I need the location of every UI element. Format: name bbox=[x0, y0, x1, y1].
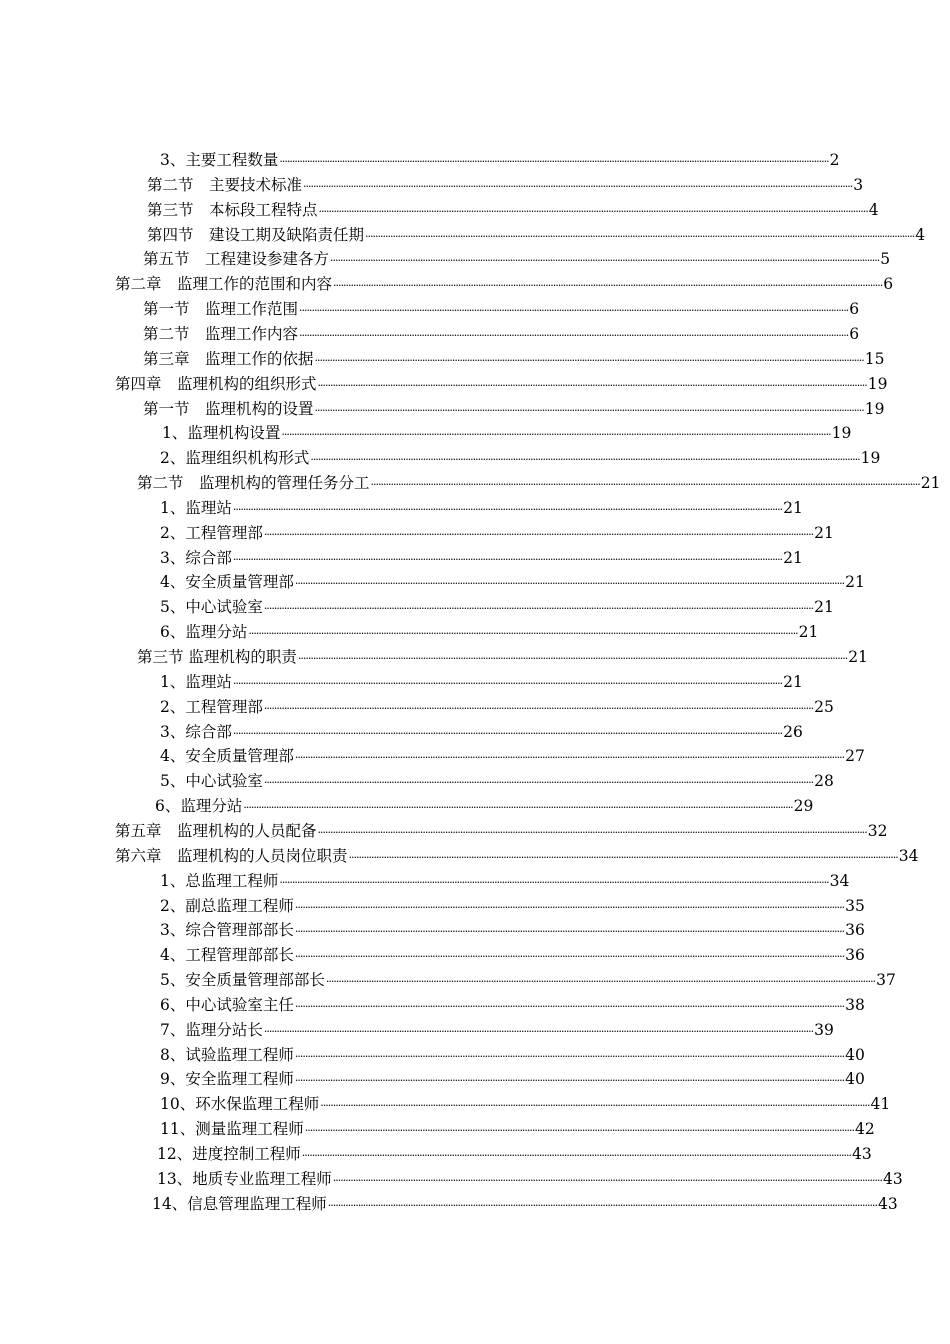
toc-entry-page: 25 bbox=[814, 698, 834, 716]
toc-entry-page: 32 bbox=[867, 822, 888, 840]
toc-entry-page: 19 bbox=[860, 449, 881, 467]
toc-entry-page: 5 bbox=[880, 250, 891, 268]
toc-entry bbox=[160, 671, 803, 693]
toc-leader-dots: ···························································································································································································································· bbox=[327, 1199, 877, 1212]
toc-entry bbox=[143, 298, 860, 320]
toc-entry-label: 8、试验监理工程师 bbox=[160, 1046, 294, 1064]
toc-leader-dots: ···························································································································································································································· bbox=[294, 1074, 845, 1087]
toc-leader-dots: ···························································································································································································································· bbox=[263, 602, 814, 615]
toc-leader-dots: ···························································································································································································································· bbox=[232, 503, 783, 516]
toc-entry-page: 43 bbox=[877, 1195, 898, 1213]
toc-entry-page: 21 bbox=[798, 623, 819, 641]
toc-entry-page: 19 bbox=[867, 375, 888, 393]
toc-entry bbox=[115, 820, 888, 842]
toc-leader-dots: ···························································································································································································································· bbox=[279, 155, 829, 168]
toc-entry-label: 第三章 监理工作的依据 bbox=[143, 350, 314, 368]
toc-entry-page: 36 bbox=[845, 946, 865, 964]
toc-entry-page: 37 bbox=[876, 971, 896, 989]
toc-leader-dots: ···························································································································································································································· bbox=[314, 354, 864, 367]
toc-entry bbox=[160, 571, 865, 593]
toc-entry-page: 28 bbox=[814, 772, 834, 790]
toc-entry bbox=[162, 422, 852, 444]
toc-entry-label: 13、地质专业监理工程师 bbox=[157, 1170, 332, 1188]
toc-entry bbox=[137, 646, 868, 668]
toc-entry-page: 34 bbox=[829, 872, 850, 890]
toc-leader-dots: ···························································································································································································································· bbox=[232, 677, 783, 690]
toc-entry-label: 1、监理站 bbox=[160, 673, 232, 691]
toc-entry-page: 21 bbox=[814, 598, 834, 616]
toc-entry-page: 38 bbox=[845, 996, 865, 1014]
toc-leader-dots: ···························································································································································································································· bbox=[310, 453, 860, 466]
toc-entry-page: 3 bbox=[853, 176, 864, 194]
toc-entry bbox=[160, 149, 840, 171]
toc-entry-page: 21 bbox=[848, 648, 868, 666]
toc-entry-label: 5、安全质量管理部部长 bbox=[160, 971, 325, 989]
toc-entry bbox=[160, 770, 834, 792]
toc-leader-dots: ···························································································································································································································· bbox=[303, 180, 853, 193]
toc-entry-page: 21 bbox=[783, 499, 803, 517]
toc-entry-label: 第一节 监理机构的设置 bbox=[143, 400, 314, 418]
toc-entry-label: 第一节 监理工作范围 bbox=[143, 300, 299, 318]
toc-entry bbox=[143, 398, 885, 420]
toc-leader-dots: ···························································································································································································································· bbox=[263, 1025, 814, 1038]
toc-entry-label: 14、信息管理监理工程师 bbox=[152, 1195, 327, 1213]
toc-entry bbox=[157, 1143, 872, 1165]
toc-entry-page: 6 bbox=[849, 325, 860, 343]
toc-entry bbox=[160, 447, 881, 469]
toc-entry-page: 2 bbox=[829, 151, 840, 169]
toc-leader-dots: ···························································································································································································································· bbox=[294, 1000, 845, 1013]
toc-entry-label: 5、中心试验室 bbox=[160, 598, 263, 616]
toc-entry-label: 1、监理机构设置 bbox=[162, 424, 281, 442]
toc-leader-dots: ···························································································································································································································· bbox=[304, 1124, 854, 1137]
toc-leader-dots: ···························································································································································································································· bbox=[320, 1099, 870, 1112]
toc-leader-dots: ···························································································································································································································· bbox=[370, 478, 920, 491]
toc-entry-label: 3、综合管理部部长 bbox=[160, 921, 294, 939]
toc-entry-page: 6 bbox=[849, 300, 860, 318]
toc-leader-dots: ···························································································································································································································· bbox=[294, 925, 845, 938]
toc-entry-page: 19 bbox=[864, 400, 885, 418]
toc-entry-label: 2、工程管理部 bbox=[160, 524, 263, 542]
toc-leader-dots: ···························································································································································································································· bbox=[317, 826, 867, 839]
toc-leader-dots: ···························································································································································································································· bbox=[294, 901, 845, 914]
toc-entry-label: 3、主要工程数量 bbox=[160, 151, 279, 169]
toc-entry-page: 15 bbox=[864, 350, 885, 368]
toc-leader-dots: ···························································································································································································································· bbox=[317, 379, 867, 392]
toc-entry-page: 40 bbox=[845, 1046, 865, 1064]
toc-entry bbox=[143, 323, 860, 345]
toc-entry-label: 7、监理分站长 bbox=[160, 1021, 263, 1039]
toc-entry-label: 12、进度控制工程师 bbox=[157, 1145, 301, 1163]
toc-entry bbox=[147, 174, 864, 196]
toc-entry bbox=[160, 870, 850, 892]
toc-entry-page: 34 bbox=[898, 847, 919, 865]
toc-entry bbox=[157, 1168, 903, 1190]
toc-leader-dots: ···························································································································································································································· bbox=[248, 627, 798, 640]
toc-leader-dots: ···························································································································································································································· bbox=[294, 751, 845, 764]
toc-entry bbox=[160, 522, 834, 544]
toc-leader-dots: ···························································································································································································································· bbox=[299, 329, 849, 342]
toc-entry-page: 6 bbox=[883, 275, 894, 293]
toc-entry-page: 43 bbox=[882, 1170, 903, 1188]
toc-entry-label: 1、监理站 bbox=[160, 499, 232, 517]
toc-entry-label: 第二节 监理工作内容 bbox=[143, 325, 299, 343]
toc-entry bbox=[160, 919, 865, 941]
toc-leader-dots: ···························································································································································································································· bbox=[348, 851, 898, 864]
toc-entry-page: 39 bbox=[814, 1021, 834, 1039]
toc-entry bbox=[160, 944, 865, 966]
toc-entry-label: 2、监理组织机构形式 bbox=[160, 449, 310, 467]
toc-entry-page: 27 bbox=[845, 747, 865, 765]
toc-leader-dots: ···························································································································································································································· bbox=[263, 702, 814, 715]
toc-leader-dots: ···························································································································································································································· bbox=[318, 205, 868, 218]
toc-entry-page: 42 bbox=[854, 1120, 875, 1138]
toc-entry-label: 3、综合部 bbox=[160, 723, 232, 741]
toc-entry bbox=[115, 373, 888, 395]
toc-entry-page: 21 bbox=[783, 549, 803, 567]
toc-leader-dots: ···························································································································································································································· bbox=[332, 1174, 882, 1187]
toc-entry bbox=[160, 745, 865, 767]
toc-entry-label: 6、中心试验室主任 bbox=[160, 996, 294, 1014]
toc-entry-page: 21 bbox=[845, 573, 865, 591]
toc-entry bbox=[160, 895, 865, 917]
toc-leader-dots: ···························································································································································································································· bbox=[333, 279, 883, 292]
toc-leader-dots: ···························································································································································································································· bbox=[297, 652, 848, 665]
toc-entry bbox=[160, 696, 834, 718]
toc-entry bbox=[115, 845, 919, 867]
toc-entry-label: 2、副总监理工程师 bbox=[160, 897, 294, 915]
toc-entry bbox=[160, 1019, 834, 1041]
toc-entry-label: 9、安全监理工程师 bbox=[160, 1070, 294, 1088]
toc-entry bbox=[115, 273, 894, 295]
toc-leader-dots: ···························································································································································································································· bbox=[299, 304, 849, 317]
toc-leader-dots: ···························································································································································································································· bbox=[365, 230, 915, 243]
toc-leader-dots: ···························································································································································································································· bbox=[281, 428, 831, 441]
toc-leader-dots: ···························································································································································································································· bbox=[232, 727, 783, 740]
toc-entry-page: 4 bbox=[915, 226, 926, 244]
toc-entry-label: 第四章 监理机构的组织形式 bbox=[115, 375, 317, 393]
toc-entry-page: 29 bbox=[793, 797, 814, 815]
toc-entry-page: 21 bbox=[783, 673, 803, 691]
toc-entry bbox=[143, 248, 891, 270]
toc-entry bbox=[160, 547, 803, 569]
toc-leader-dots: ···························································································································································································································· bbox=[301, 1149, 851, 1162]
toc-leader-dots: ···························································································································································································································· bbox=[294, 577, 845, 590]
toc-entry-page: 41 bbox=[870, 1095, 891, 1113]
toc-leader-dots: ···························································································································································································································· bbox=[232, 553, 783, 566]
toc-entry-label: 10、环水保监理工程师 bbox=[160, 1095, 320, 1113]
toc-leader-dots: ···························································································································································································································· bbox=[279, 876, 829, 889]
toc-entry-label: 第四节 建设工期及缺陷责任期 bbox=[147, 226, 365, 244]
toc-entry-label: 5、中心试验室 bbox=[160, 772, 263, 790]
toc-entry-label: 第五章 监理机构的人员配备 bbox=[115, 822, 317, 840]
toc-entry-page: 4 bbox=[868, 201, 879, 219]
toc-entry-label: 6、监理分站 bbox=[155, 797, 243, 815]
toc-entry bbox=[160, 969, 896, 991]
toc-entry-page: 26 bbox=[783, 723, 803, 741]
toc-entry-page: 19 bbox=[831, 424, 852, 442]
toc-entry-label: 11、测量监理工程师 bbox=[160, 1120, 304, 1138]
toc-entry bbox=[160, 621, 819, 643]
toc-entry bbox=[155, 795, 814, 817]
toc-entry-page: 40 bbox=[845, 1070, 865, 1088]
toc-leader-dots: ···························································································································································································································· bbox=[325, 975, 876, 988]
toc-entry-label: 第二章 监理工作的范围和内容 bbox=[115, 275, 333, 293]
toc-entry-page: 36 bbox=[845, 921, 865, 939]
toc-entry bbox=[152, 1193, 898, 1215]
toc-entry-label: 第二节 监理机构的管理任务分工 bbox=[137, 474, 370, 492]
toc-entry bbox=[160, 1093, 891, 1115]
toc-entry-label: 第三节 本标段工程特点 bbox=[147, 201, 318, 219]
toc-entry-label: 2、工程管理部 bbox=[160, 698, 263, 716]
toc-leader-dots: ···························································································································································································································· bbox=[294, 950, 845, 963]
toc-entry bbox=[160, 721, 803, 743]
toc-entry bbox=[160, 1044, 865, 1066]
toc-entry-label: 第二节 主要技术标准 bbox=[147, 176, 303, 194]
toc-entry-label: 3、综合部 bbox=[160, 549, 232, 567]
toc-entry-label: 第五节 工程建设参建各方 bbox=[143, 250, 330, 268]
toc-leader-dots: ···························································································································································································································· bbox=[243, 801, 793, 814]
toc-entry bbox=[160, 1068, 865, 1090]
toc-entry-page: 21 bbox=[920, 474, 941, 492]
toc-leader-dots: ···························································································································································································································· bbox=[294, 1050, 845, 1063]
toc-entry bbox=[160, 994, 865, 1016]
toc-entry-page: 43 bbox=[851, 1145, 872, 1163]
toc-entry-label: 4、工程管理部部长 bbox=[160, 946, 294, 964]
toc-entry-label: 第六章 监理机构的人员岗位职责 bbox=[115, 847, 348, 865]
toc-entry bbox=[160, 1118, 875, 1140]
toc-entry bbox=[147, 199, 879, 221]
toc-entry-label: 4、安全质量管理部 bbox=[160, 573, 294, 591]
toc-entry-label: 6、监理分站 bbox=[160, 623, 248, 641]
toc-leader-dots: ···························································································································································································································· bbox=[263, 776, 814, 789]
toc-entry bbox=[160, 497, 803, 519]
toc-leader-dots: ···························································································································································································································· bbox=[263, 528, 814, 541]
toc-entry bbox=[143, 348, 885, 370]
toc-entry-label: 第三节 监理机构的职责 bbox=[137, 648, 297, 666]
toc-entry-label: 4、安全质量管理部 bbox=[160, 747, 294, 765]
toc-leader-dots: ···························································································································································································································· bbox=[314, 404, 864, 417]
toc-entry bbox=[137, 472, 941, 494]
toc-entry bbox=[147, 224, 926, 246]
toc-entry bbox=[160, 596, 834, 618]
toc-entry-page: 35 bbox=[845, 897, 865, 915]
toc-leader-dots: ···························································································································································································································· bbox=[330, 254, 880, 267]
toc-entry-label: 1、总监理工程师 bbox=[160, 872, 279, 890]
toc-entry-page: 21 bbox=[814, 524, 834, 542]
